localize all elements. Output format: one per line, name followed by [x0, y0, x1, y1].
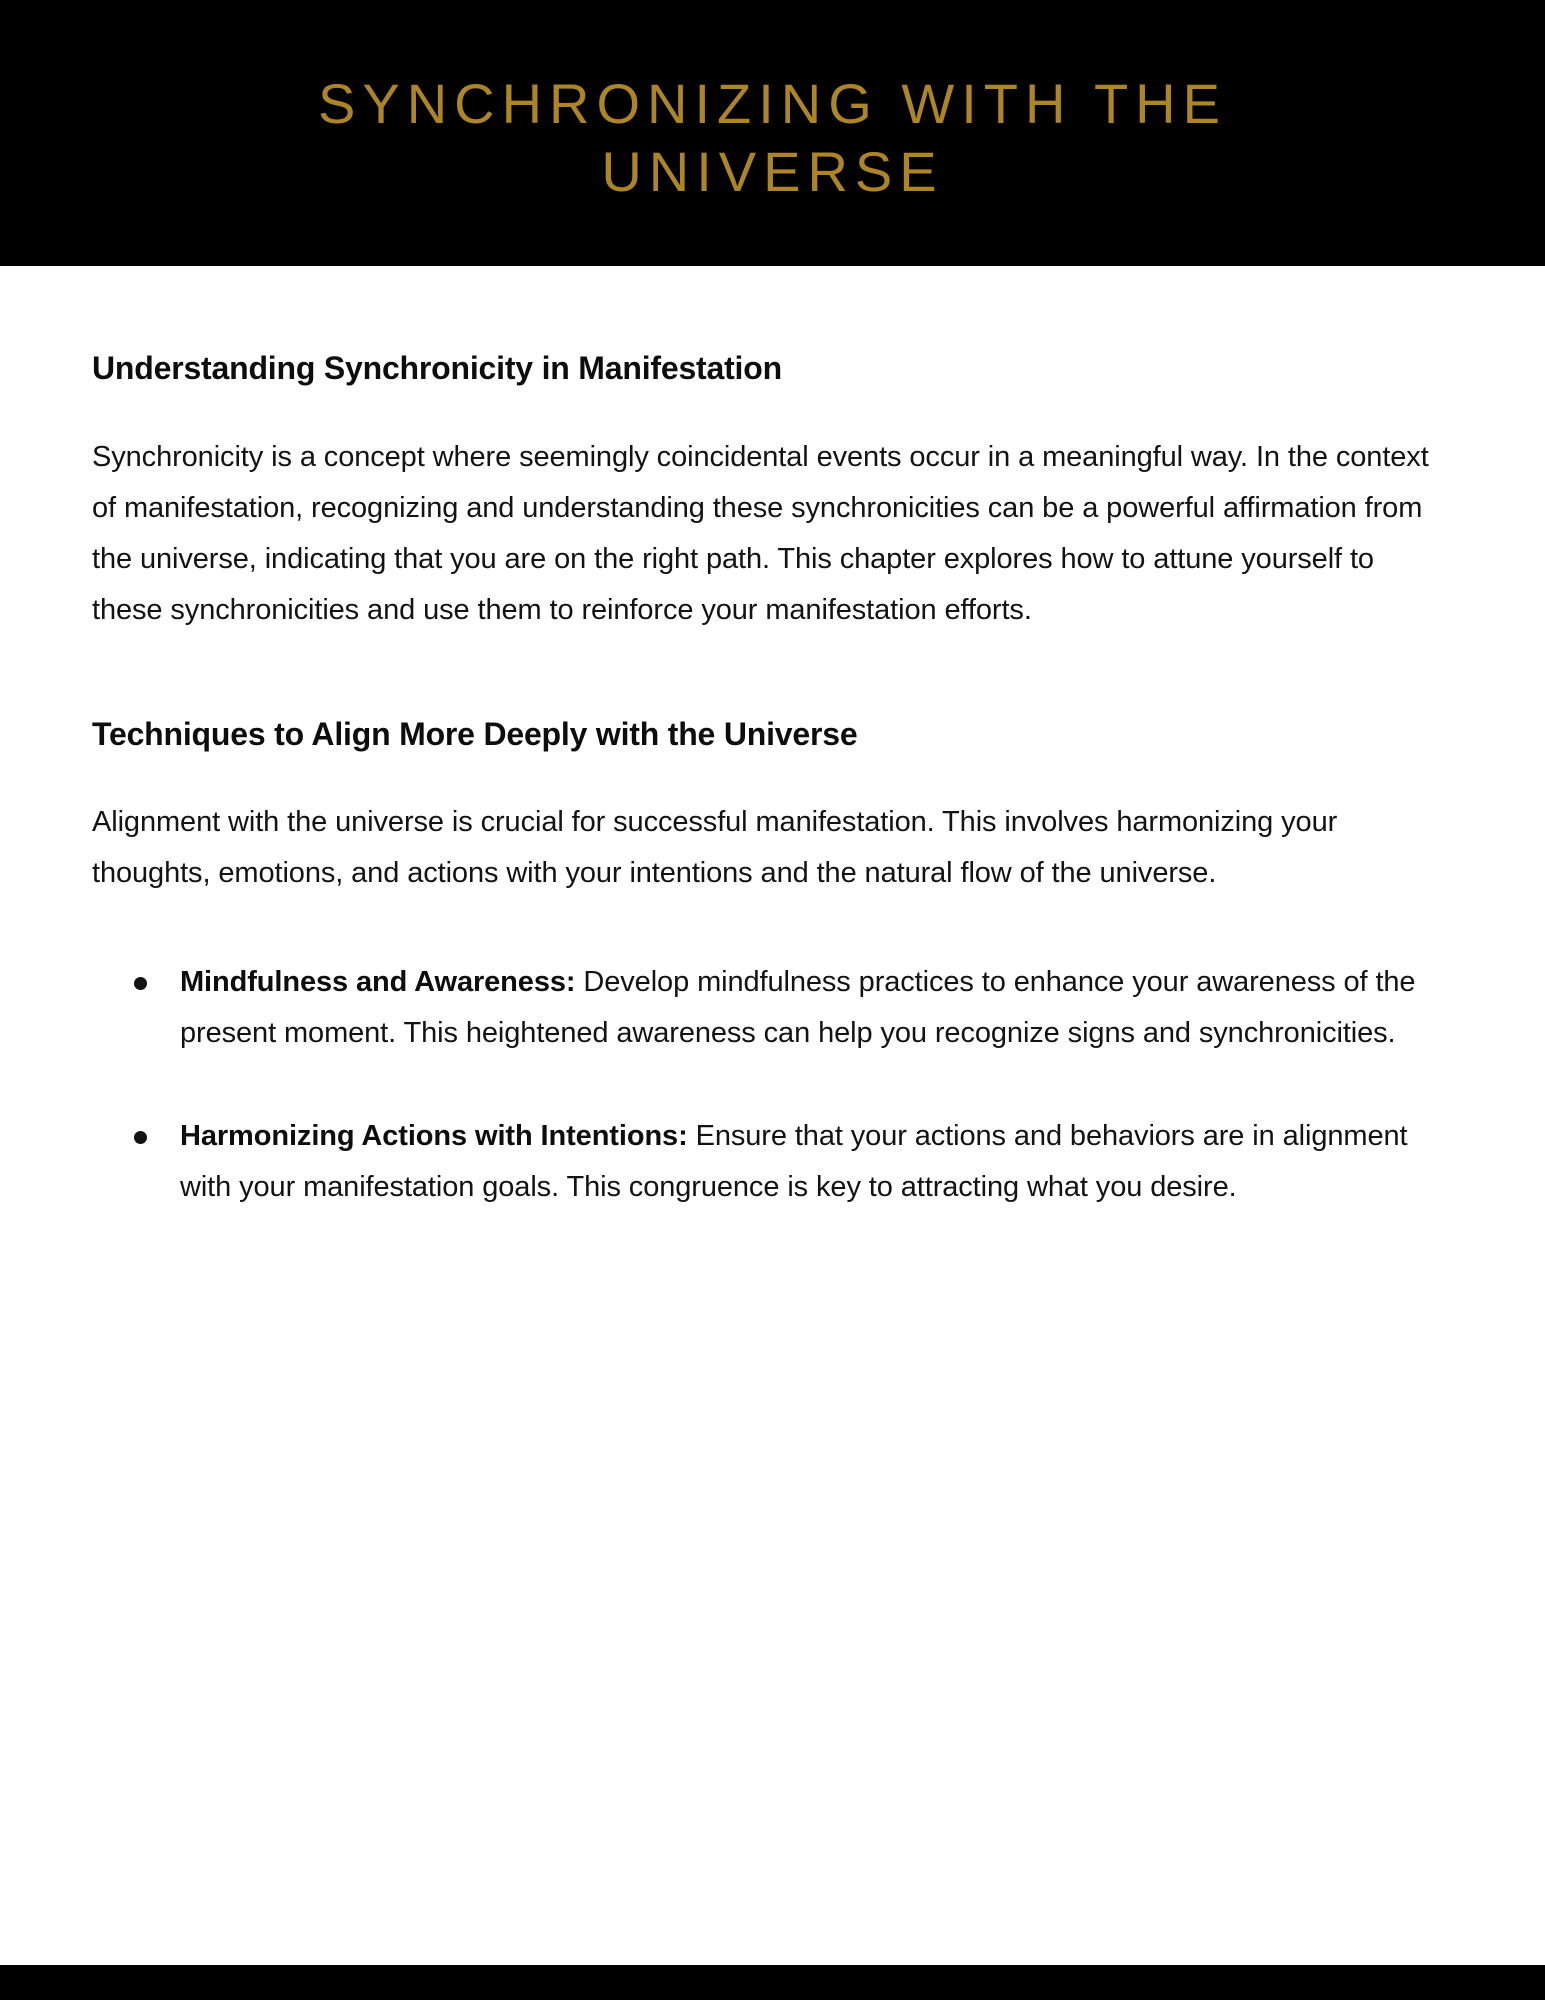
list-item-text: Ensure that your actions and behaviors are in alignment with your manifestation goals. This congruence is key to attracting what you desire.	[180, 1120, 1408, 1204]
document-body	[0, 266, 1545, 1965]
bullet-point-icon	[134, 1131, 147, 1144]
list-item-text: Develop mindfulness practices to enhance your awareness of the present moment. This heightened awareness can help you recognize signs and synchronicities.	[180, 966, 1416, 1050]
header-banner	[0, 0, 1545, 266]
section-paragraph-techniques-to-align: Alignment with the universe is crucial for successful manifestation. This involves harmonizing your thoughts, emotions, and actions with your intentions and the natural flow of the universe.	[92, 806, 1338, 890]
page-title: SYNCHRONIZING WITH THE UNIVERSE	[318, 71, 1227, 203]
section-heading-techniques-to-align: Techniques to Align More Deeply with the Universe	[92, 715, 858, 752]
section-heading-understanding-synchronicity: Understanding Synchronicity in Manifestation	[92, 350, 782, 386]
section-paragraph-understanding-synchronicity: Synchronicity is a concept where seemingly coincidental events occur in a meaningful way. In the context of manifestation, recognizing and understanding these synchronicities can be a powerful affirmation from the universe, indicating that you are on the right path. This chapter explores how to attune yourself to these synchronicities and use them to reinforce your manifestation efforts.	[92, 440, 1429, 626]
list-item	[122, 957, 1452, 1059]
bullet-point-icon	[134, 977, 147, 990]
footer-bar	[0, 1965, 1545, 2000]
list-item-lead: Harmonizing Actions with Intentions:	[180, 1120, 688, 1153]
list-item-lead: Mindfulness and Awareness:	[180, 966, 576, 999]
list-item	[122, 1111, 1452, 1213]
techniques-bullet-list	[92, 957, 1453, 1213]
